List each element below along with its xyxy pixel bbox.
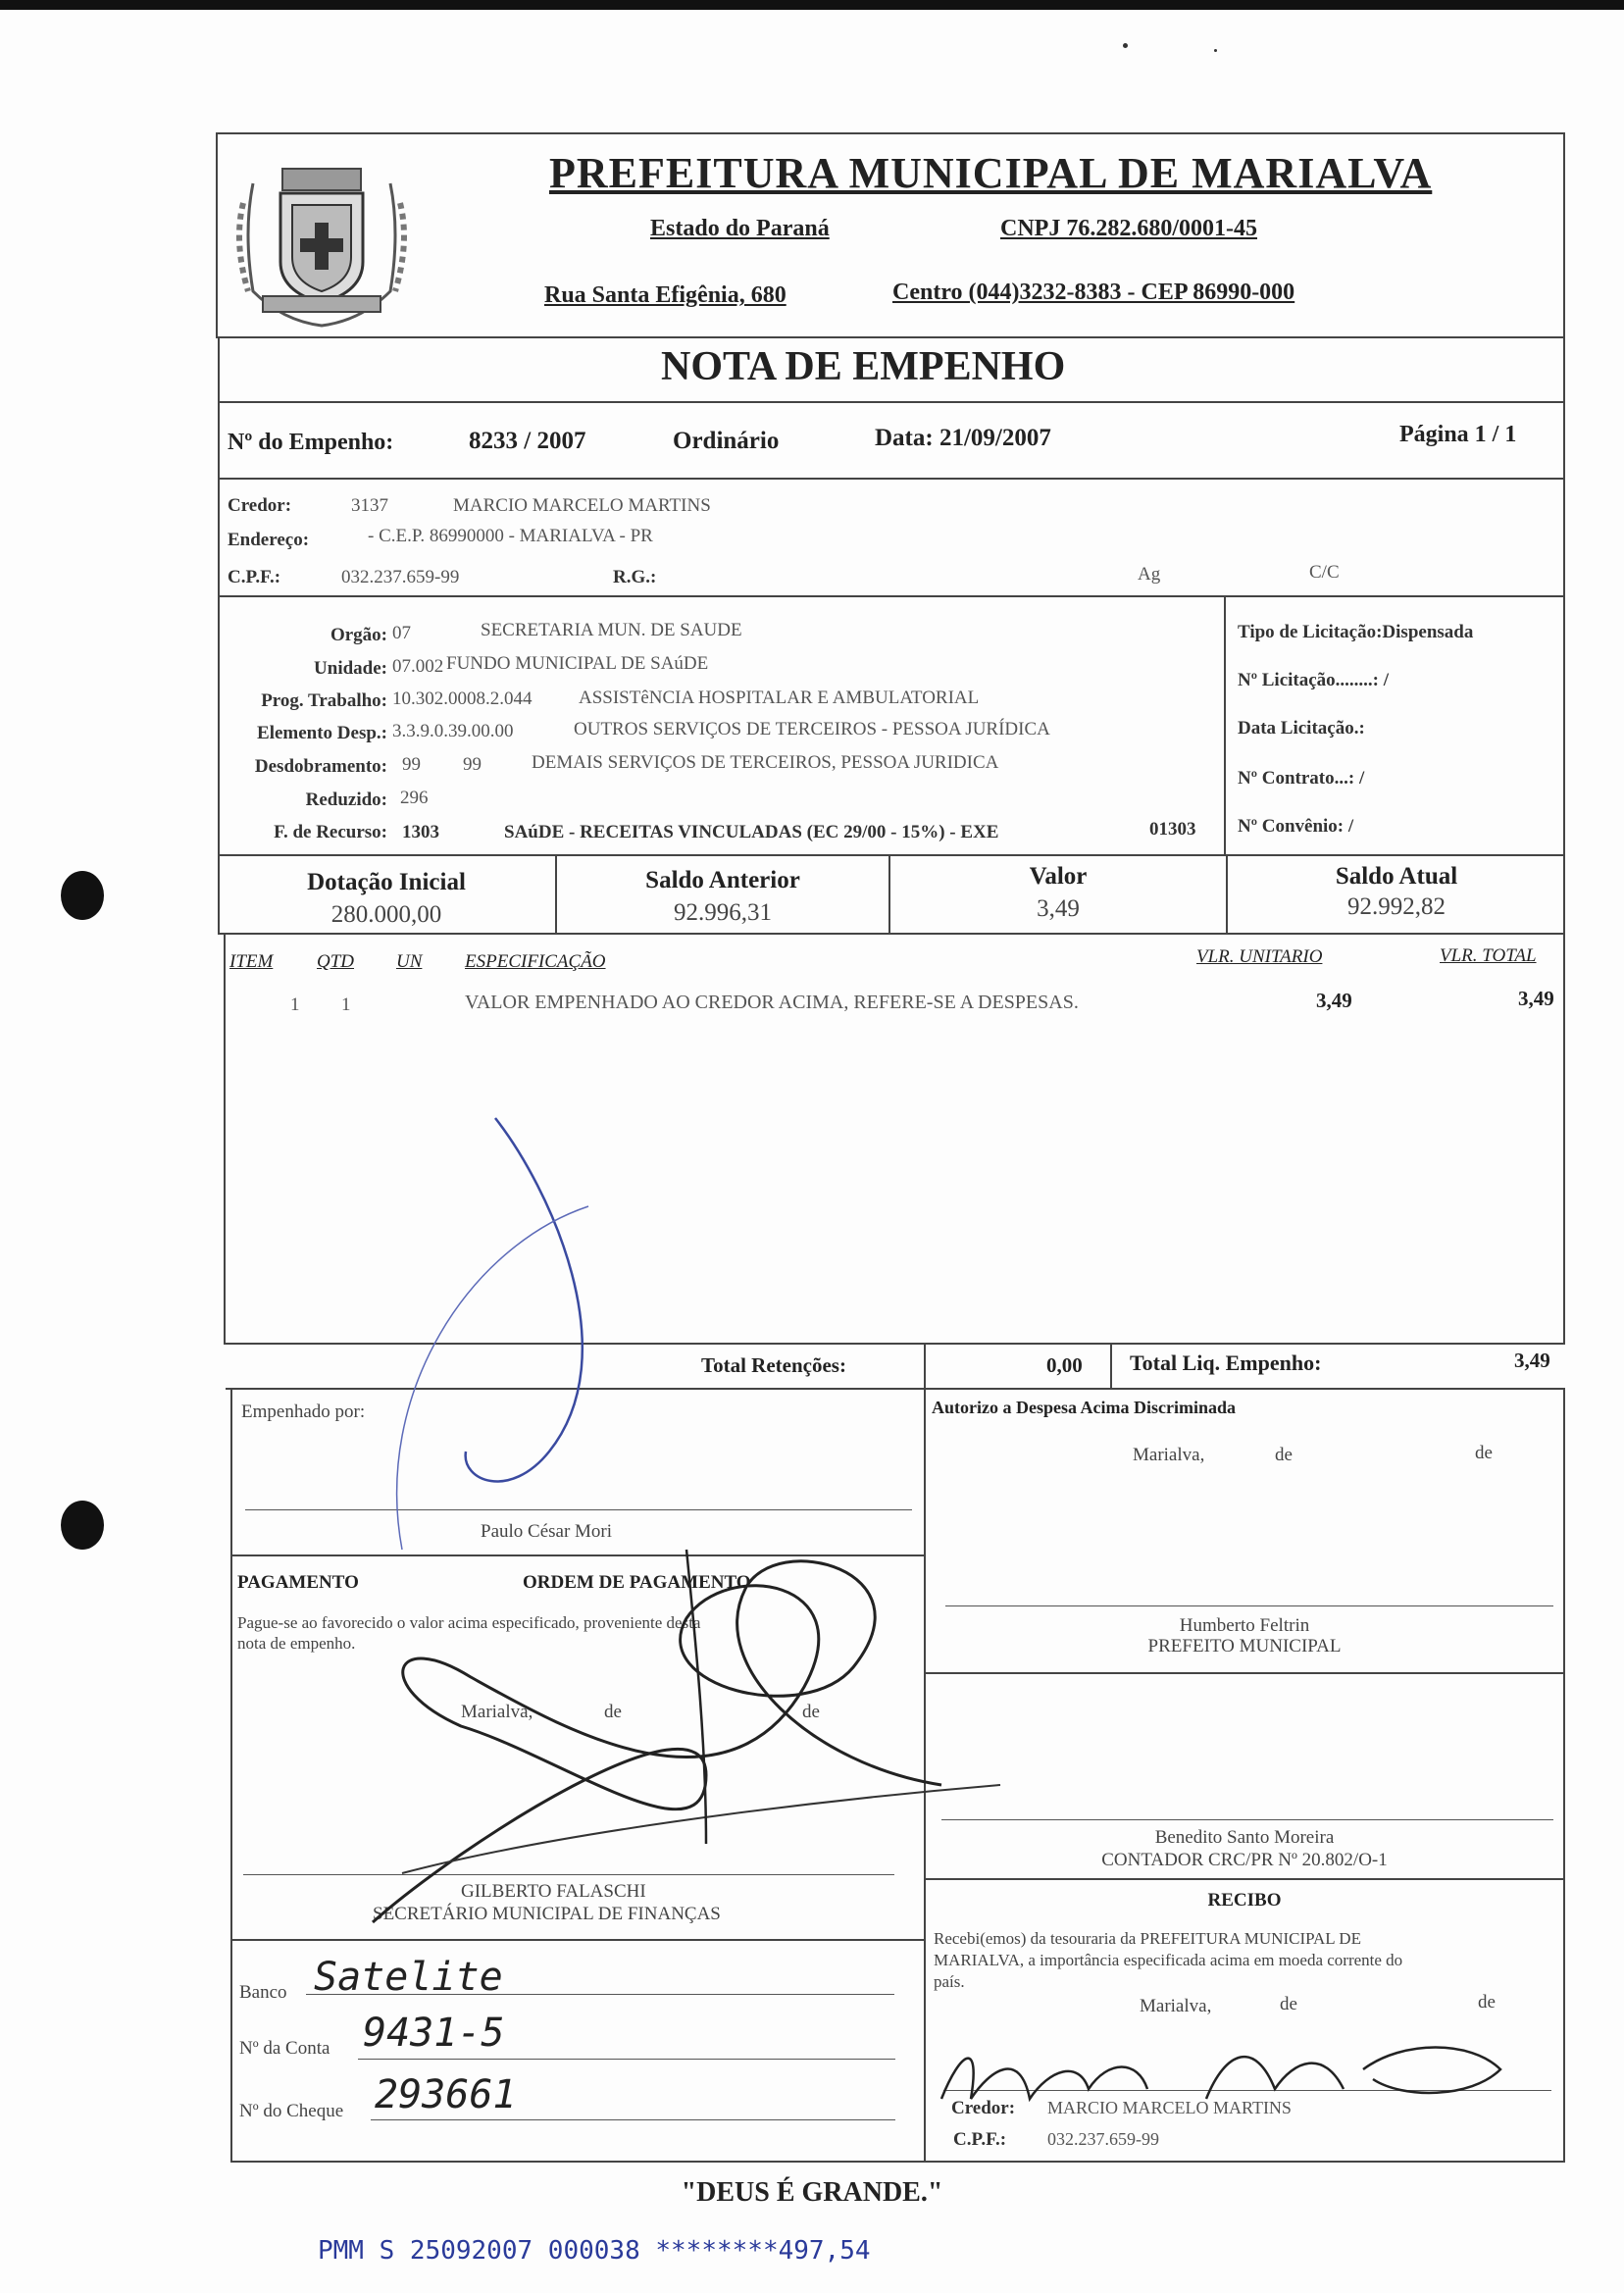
contador-name: Benedito Santo Moreira [1154, 1827, 1335, 1848]
field-line [371, 2119, 895, 2120]
secretario-name: GILBERTO FALASCHI [461, 1881, 646, 1902]
saldo-atual-label: Saldo Atual [1335, 863, 1458, 890]
scan-top-edge [0, 0, 1624, 10]
empenhado-por-label: Empenhado por: [241, 1401, 366, 1422]
scan-speck [1123, 43, 1128, 48]
autorizo-de-2: de [1475, 1443, 1493, 1463]
scan-speck [1214, 49, 1217, 52]
banco-value: Satelite [314, 1955, 503, 2000]
desdobramento-label: Desdobramento: [254, 756, 387, 777]
prog-desc: ASSISTêNCIA HOSPITALAR E AMBULATORIAL [579, 688, 980, 708]
coat-of-arms-logo [224, 144, 420, 331]
valor-value: 3,49 [1037, 895, 1080, 922]
divider [1110, 1343, 1112, 1388]
unitario-col-header: VLR. UNITARIO [1196, 946, 1323, 967]
orgao-desc: SECRETARIA MUN. DE SAUDE [481, 620, 742, 640]
pagamento-de-2: de [802, 1702, 820, 1722]
especificacao-col-header: ESPECIFICAÇÃO [465, 951, 606, 972]
credor-address: - C.E.P. 86990000 - MARIALVA - PR [368, 526, 653, 546]
secretario-title: SECRETÁRIO MUNICIPAL DE FINANÇAS [373, 1904, 721, 1924]
qtd-col-header: QTD [317, 951, 355, 972]
cheque-value: 293661 [375, 2072, 517, 2117]
signature-line [945, 1605, 1553, 1606]
empenho-number: 8233 / 2007 [469, 428, 586, 454]
pague-text-2: nota de empenho. [237, 1634, 356, 1653]
orgao-label: Orgão: [330, 625, 387, 645]
numero-licitacao: Nº Licitação........: / [1238, 670, 1390, 690]
recurso-label: F. de Recurso: [274, 822, 387, 842]
saldo-anterior-label: Saldo Anterior [645, 867, 800, 893]
signature-line [243, 1874, 894, 1875]
recurso-num: 01303 [1149, 819, 1196, 840]
un-col-header: UN [396, 951, 423, 972]
header-street: Rua Santa Efigênia, 680 [544, 282, 787, 308]
recibo-text-3: país. [934, 1972, 965, 1991]
saldo-atual-value: 92.992,82 [1347, 893, 1446, 920]
recurso-code: 1303 [402, 822, 439, 842]
recibo-text-1: Recebi(emos) da tesouraria da PREFEITURA MUNICIPAL DE [934, 1929, 1361, 1948]
empenho-date: Data: 21/09/2007 [875, 425, 1051, 451]
punch-hole [61, 871, 104, 920]
desdobramento-code-2: 99 [463, 754, 482, 775]
ordem-pagamento-label: ORDEM DE PAGAMENTO [523, 1572, 751, 1593]
recibo-credor-label: Credor: [951, 2098, 1016, 2118]
dotacao-label: Dotação Inicial [307, 869, 466, 895]
recibo-credor-name: MARCIO MARCELO MARTINS [1047, 2098, 1292, 2117]
recibo-cpf-label: C.P.F.: [953, 2129, 1007, 2150]
total-liq-value: 3,49 [1514, 1349, 1550, 1372]
conta-label: Nº da Conta [239, 2038, 330, 2059]
doc-title: NOTA DE EMPENHO [661, 344, 1066, 389]
header-title: PREFEITURA MUNICIPAL DE MARIALVA [549, 149, 1433, 197]
recibo-marialva: Marialva, [1140, 1996, 1212, 2016]
footer-motto: "DEUS É GRANDE." [681, 2177, 943, 2208]
credor-label: Credor: [228, 495, 292, 516]
divider [924, 1672, 1565, 1674]
numero-convenio: Nº Convênio: / [1238, 816, 1354, 837]
divider [226, 1343, 1565, 1345]
row-unit: 3,49 [1316, 989, 1352, 1012]
autorizo-de-1: de [1275, 1445, 1293, 1465]
field-line [358, 2059, 895, 2060]
recibo-title: RECIBO [1207, 1890, 1282, 1911]
credor-name: MARCIO MARCELO MARTINS [453, 495, 711, 516]
field-line [306, 1994, 894, 1995]
desdobramento-desc: DEMAIS SERVIÇOS DE TERCEIROS, PESSOA JURIDICA [532, 752, 999, 773]
row-item: 1 [290, 994, 300, 1015]
ag-label: Ag [1138, 564, 1161, 585]
page-indicator: Página 1 / 1 [1399, 422, 1517, 447]
reduzido-label: Reduzido: [305, 790, 387, 810]
autorizo-marialva: Marialva, [1133, 1445, 1205, 1465]
header-state: Estado do Paraná [650, 216, 830, 241]
prog-code: 10.302.0008.2.044 [392, 688, 533, 709]
recibo-text-2: MARIALVA, a importância especificada acima em moeda corrente do [934, 1951, 1403, 1969]
conta-value: 9431-5 [363, 2011, 505, 2056]
divider [1224, 595, 1226, 856]
empenhado-por-name: Paulo César Mori [481, 1521, 613, 1542]
total-col-header: VLR. TOTAL [1440, 945, 1537, 966]
desdobramento-code-1: 99 [402, 754, 421, 775]
recibo-de-2: de [1478, 1992, 1496, 2013]
row-total: 3,49 [1518, 987, 1554, 1010]
orgao-code: 07 [392, 623, 411, 643]
pague-text-1: Pague-se ao favorecido o valor acima especificado, proveniente desta [237, 1613, 701, 1632]
data-licitacao: Data Licitação.: [1238, 718, 1365, 739]
header-center: Centro (044)3232-8383 - CEP 86990-000 [892, 280, 1295, 305]
divider [230, 1554, 924, 1556]
row-desc: VALOR EMPENHADO AO CREDOR ACIMA, REFERE-SE A DESPESAS. [465, 992, 1079, 1013]
banco-label: Banco [239, 1982, 287, 2003]
total-liq-label: Total Liq. Empenho: [1130, 1350, 1322, 1375]
cc-label: C/C [1309, 562, 1340, 583]
row-qtd: 1 [341, 994, 351, 1015]
numero-contrato: Nº Contrato...: / [1238, 768, 1365, 789]
cpf-label: C.P.F.: [228, 567, 281, 587]
bank-stamp: PMM S 25092007 000038 ********497,54 [318, 2236, 871, 2266]
saldo-anterior-value: 92.996,31 [674, 899, 772, 926]
valor-label: Valor [1029, 863, 1088, 890]
cheque-label: Nº do Cheque [239, 2101, 344, 2121]
pagamento-de-1: de [604, 1702, 622, 1722]
credor-code: 3137 [351, 495, 388, 516]
contador-title: CONTADOR CRC/PR Nº 20.802/O-1 [1101, 1850, 1388, 1870]
dotacao-value: 280.000,00 [330, 901, 442, 928]
recibo-cpf: 032.237.659-99 [1047, 2129, 1159, 2149]
unidade-label: Unidade: [314, 658, 387, 679]
unidade-desc: FUNDO MUNICIPAL DE SAúDE [446, 653, 709, 674]
signature-line [245, 1509, 912, 1510]
empenho-number-label: Nº do Empenho: [228, 430, 394, 455]
divider [230, 1939, 924, 1941]
credor-cpf: 032.237.659-99 [341, 567, 460, 587]
prefeito-title: PREFEITO MUNICIPAL [1147, 1636, 1342, 1656]
signature-line [943, 2090, 1551, 2091]
total-retencoes-label: Total Retenções: [701, 1353, 846, 1377]
elemento-code: 3.3.9.0.39.00.00 [392, 721, 514, 741]
divider [924, 1343, 926, 1388]
tipo-licitacao: Tipo de Licitação:Dispensada [1238, 622, 1474, 642]
prog-label: Prog. Trabalho: [261, 690, 387, 711]
item-col-header: ITEM [229, 951, 274, 972]
elemento-desc: OUTROS SERVIÇOS DE TERCEIROS - PESSOA JURÍDICA [574, 719, 1050, 739]
reduzido-code: 296 [400, 788, 429, 808]
prefeito-name: Humberto Feltrin [1179, 1615, 1310, 1636]
punch-hole [61, 1501, 104, 1550]
endereco-label: Endereço: [228, 530, 310, 550]
header-cnpj: CNPJ 76.282.680/0001-45 [1000, 216, 1257, 241]
elemento-label: Elemento Desp.: [257, 723, 387, 743]
recibo-de-1: de [1280, 1994, 1297, 2014]
recurso-desc: SAúDE - RECEITAS VINCULADAS (EC 29/00 - 15%) - EXE [504, 822, 999, 842]
divider [924, 1878, 1565, 1880]
signature-line [941, 1819, 1553, 1820]
unidade-code: 07.002 [392, 656, 444, 677]
pagamento-label: PAGAMENTO [237, 1572, 359, 1593]
total-retencoes-value: 0,00 [1046, 1353, 1083, 1377]
autorizo-label: Autorizo a Despesa Acima Discriminada [932, 1398, 1236, 1417]
empenho-type: Ordinário [673, 428, 780, 454]
document-form [216, 132, 1565, 2163]
pagamento-marialva: Marialva, [461, 1702, 533, 1722]
rg-label: R.G.: [613, 567, 657, 587]
